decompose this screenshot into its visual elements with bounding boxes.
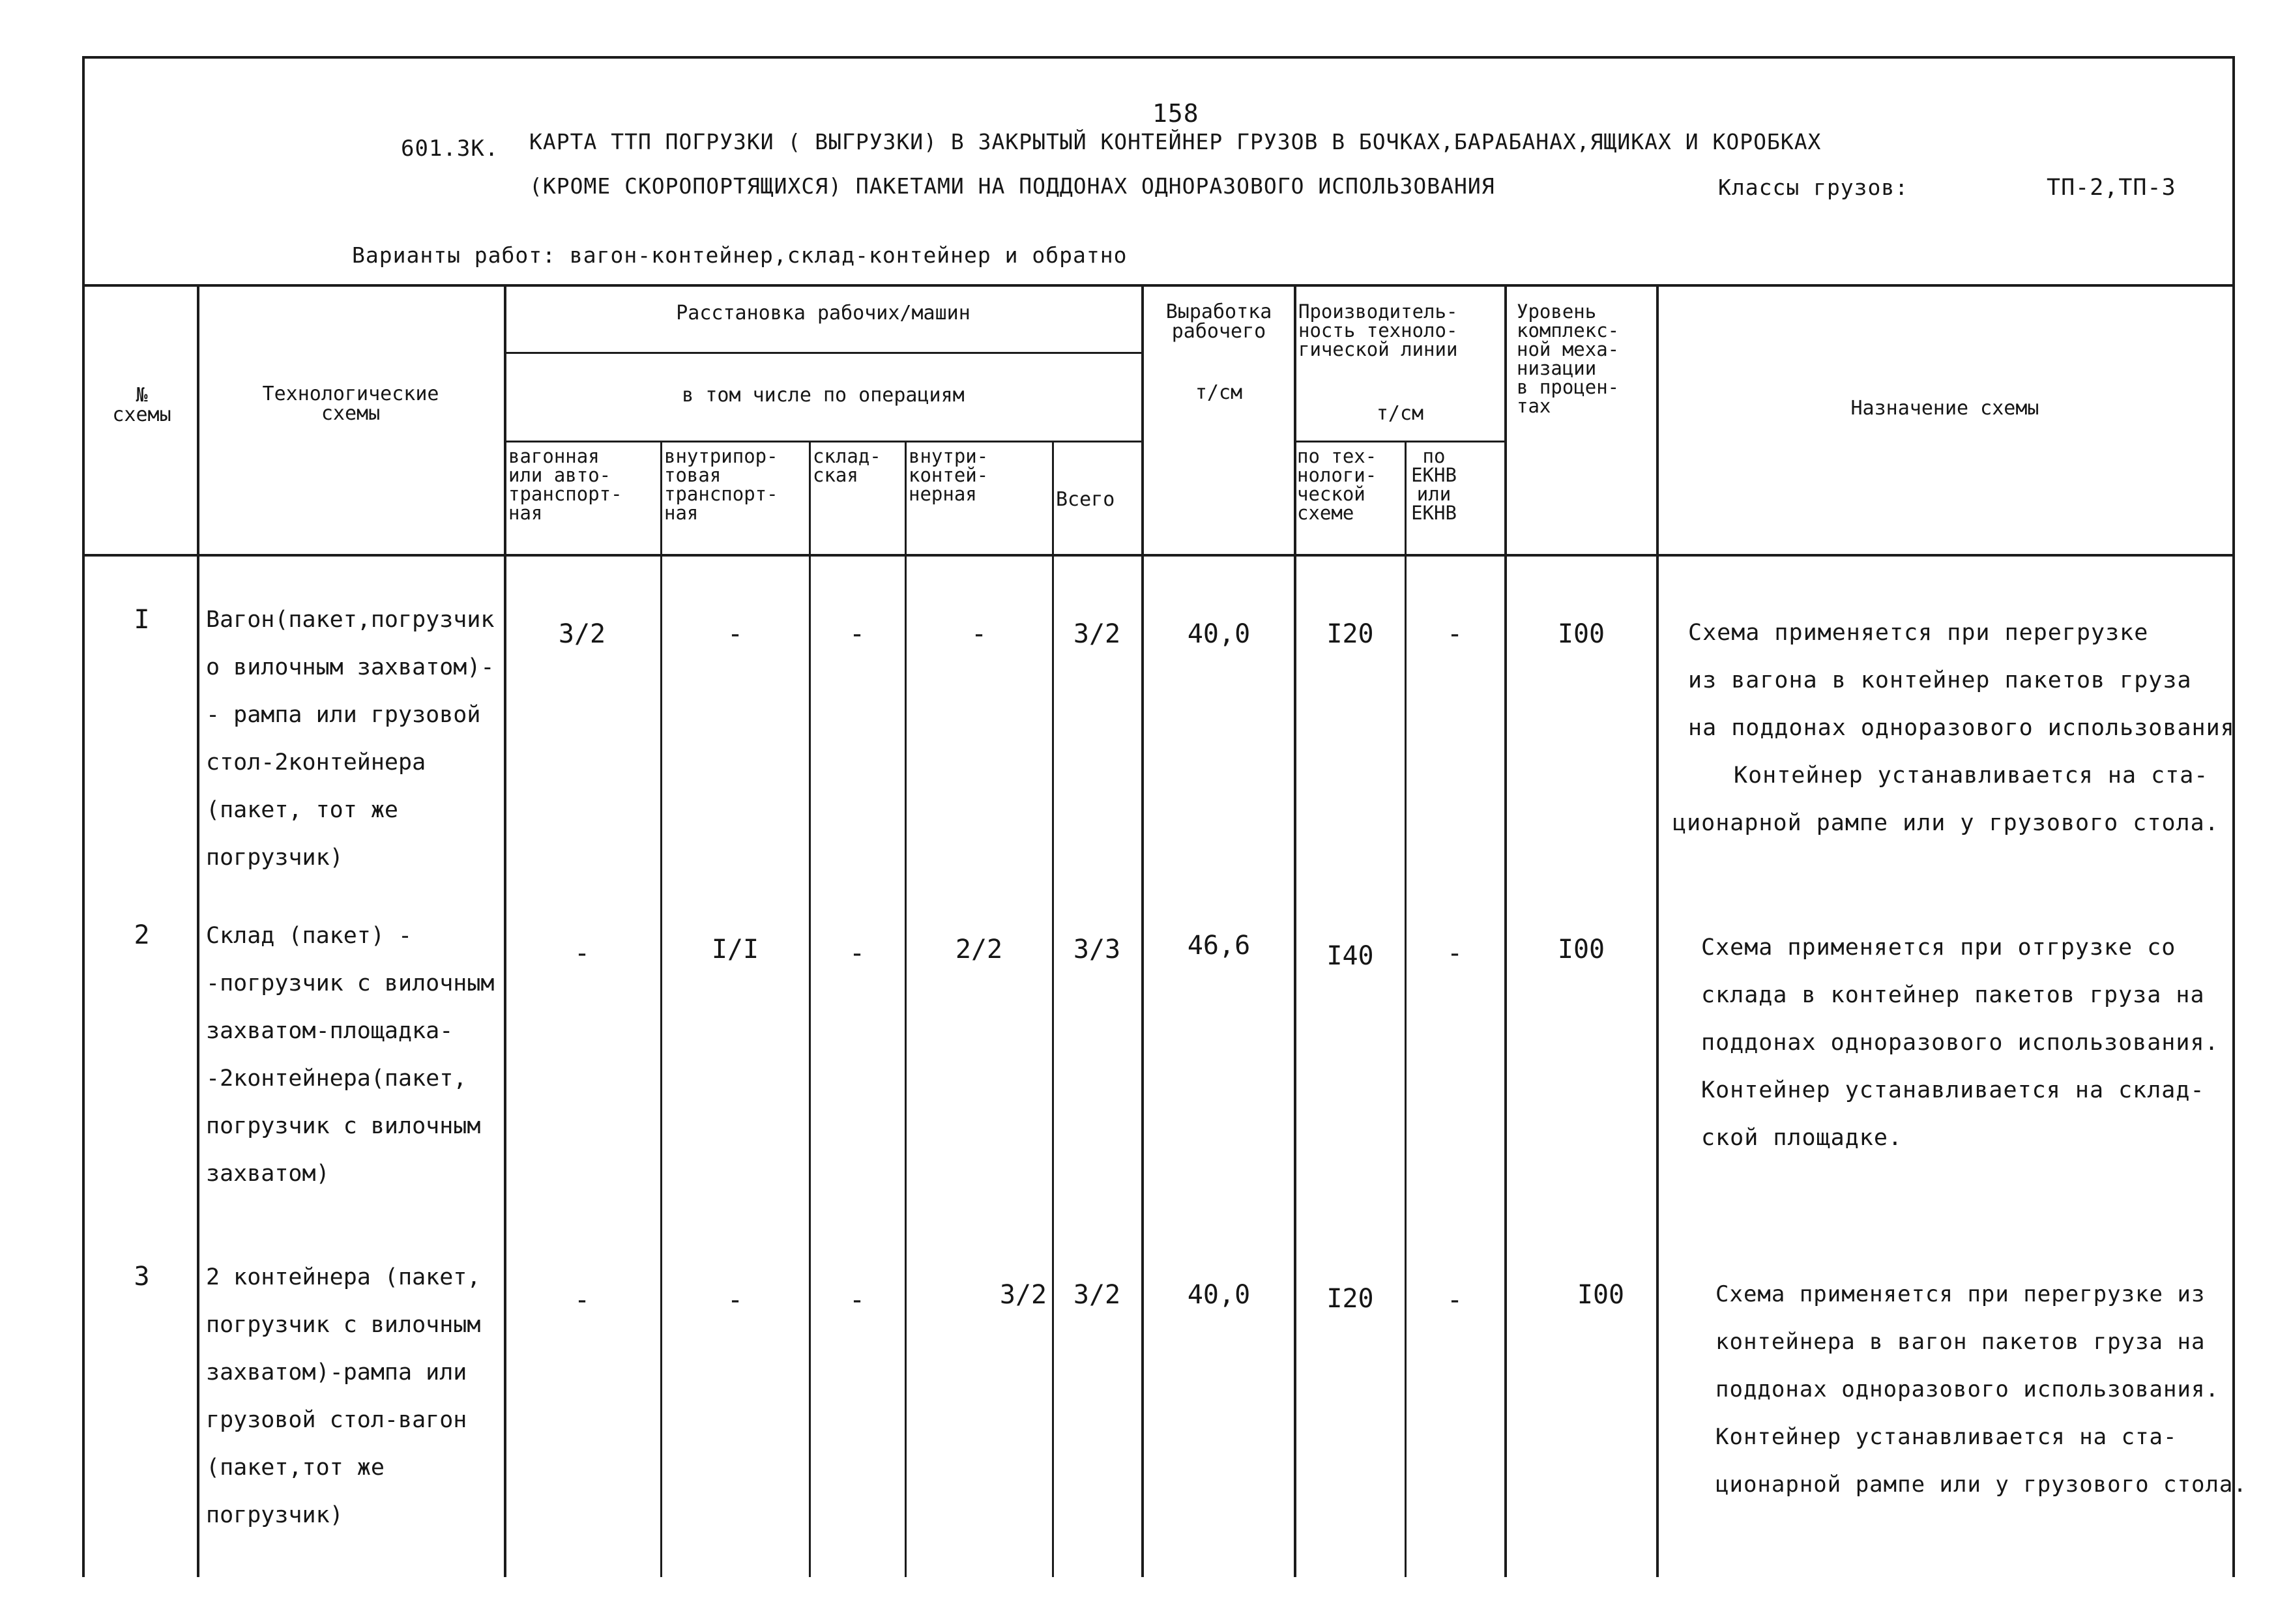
header-tech: Технологические схемы xyxy=(262,383,439,425)
col-line-1 xyxy=(197,284,199,1577)
cell-intracontainer: 3/2 xyxy=(999,1280,1047,1310)
cell-total: 3/3 xyxy=(1073,935,1121,964)
cell-output: 46,6 xyxy=(1187,931,1251,961)
header-placement: Расстановка рабочих/машин xyxy=(676,302,970,325)
cell-total: 3/2 xyxy=(1073,619,1121,649)
cell-mech: I00 xyxy=(1557,619,1605,649)
col-line-12 xyxy=(1504,284,1507,1577)
cell-by-tech: I20 xyxy=(1326,1284,1374,1314)
page-number: 158 xyxy=(1152,99,1199,128)
col-line-11 xyxy=(1405,441,1407,1577)
header-top-line xyxy=(82,284,2235,287)
header-total: Всего xyxy=(1056,488,1115,511)
productivity-subline xyxy=(1294,441,1504,442)
header-output: Выработка рабочего xyxy=(1165,300,1272,343)
cell-mech: I00 xyxy=(1577,1280,1625,1310)
cell-intraport: I/I xyxy=(711,935,759,964)
header-output-unit: т/см xyxy=(1195,381,1243,404)
row-purpose: Схема применяется при перегрузке из контейнера в вагон пакетов груза на поддонах одноразового использования. Контейнер устанавливается на ста- ционарной рампе или у грузового стола. xyxy=(1715,1281,2247,1498)
cell-by-eknv: - xyxy=(1446,1285,1463,1315)
col-line-10 xyxy=(1294,284,1296,1577)
cell-total: 3/2 xyxy=(1073,1280,1121,1310)
row-purpose: Схема применяется при отгрузке со склада в контейнер пакетов груза на поддонах одноразового использования. Контейнер устанавливается на склад- ской площадке. xyxy=(1701,935,2219,1151)
cell-wagon: - xyxy=(574,938,591,968)
cell-wagon: - xyxy=(574,1285,591,1315)
row-scheme: Вагон(пакет,погрузчик о вилочным захватом)- - рампа или грузовой стол-2контейнера (пакет, тот же погрузчик) xyxy=(206,607,495,871)
header-productivity: Производитель- ность техноло- гической линии xyxy=(1298,300,1458,360)
cell-by-eknv: - xyxy=(1446,938,1463,968)
row-scheme: 2 контейнера (пакет, погрузчик с вилочным захватом)-рампа или грузовой стол-вагон (пакет,тот же погрузчик) xyxy=(206,1264,481,1528)
col-line-4 xyxy=(809,441,811,1577)
header-intracontainer: внутри- контей- нерная xyxy=(909,445,989,505)
col-line-3 xyxy=(660,441,662,1577)
cell-warehouse: - xyxy=(849,619,866,649)
cell-by-eknv: - xyxy=(1446,619,1463,649)
document-code: 601.3К. xyxy=(401,136,499,162)
header-bottom-line xyxy=(82,554,2235,557)
header-mech-level: Уровень комплекс- ной меха- низации в процен- тах xyxy=(1517,300,1620,417)
cell-intracontainer: - xyxy=(970,619,987,649)
header-num: № схемы xyxy=(112,384,171,426)
col-line-6 xyxy=(1052,441,1054,1577)
row-purpose: Схема применяется при перегрузке из вагона в контейнер пакетов груза на поддонах одноразового использования Контейнер устанавливается на ста- ционарной рампе или у грузового стола. xyxy=(1672,620,2235,836)
header-purpose: Назначение схемы xyxy=(1850,397,2039,420)
cell-output: 40,0 xyxy=(1187,1280,1251,1310)
header-by-eknv: по ЕКНВ или ЕКНВ xyxy=(1411,445,1457,524)
cell-by-tech: I20 xyxy=(1326,619,1374,649)
operations-subline xyxy=(504,441,1141,442)
header-intraport: внутрипор- товая транспорт- ная xyxy=(664,445,778,524)
header-warehouse: склад- ская xyxy=(813,445,881,486)
cell-intracontainer: 2/2 xyxy=(955,935,1003,964)
row-num: I xyxy=(134,605,150,635)
col-line-5 xyxy=(905,441,907,1577)
header-by-tech: по тех- нологи- ческой схеме xyxy=(1297,445,1377,524)
cell-warehouse: - xyxy=(849,1285,866,1315)
cargo-classes-value: ТП-2,ТП-3 xyxy=(2047,175,2176,201)
cell-by-tech: I40 xyxy=(1326,941,1374,971)
header-wagon: вагонная или авто- транспорт- ная xyxy=(508,445,622,524)
row-num: 3 xyxy=(134,1262,150,1292)
row-scheme: Склад (пакет) - -погрузчик с вилочным захватом-площадка- -2контейнера(пакет, погрузчик с вилочным захватом) xyxy=(206,923,495,1187)
cell-wagon: 3/2 xyxy=(558,619,606,649)
document-title-line2: (КРОМЕ СКОРОПОРТЯЩИХСЯ) ПАКЕТАМИ НА ПОДДОНАХ ОДНОРАЗОВОГО ИСПОЛЬЗОВАНИЯ xyxy=(529,173,1495,199)
header-by-operations: в том числе по операциям xyxy=(682,384,965,407)
cell-mech: I00 xyxy=(1557,935,1605,964)
placement-subline xyxy=(504,352,1141,354)
col-line-13 xyxy=(1656,284,1659,1577)
col-line-9 xyxy=(1141,284,1144,1577)
cargo-classes-label: Классы грузов: xyxy=(1718,175,1909,200)
work-variants: Варианты работ: вагон-контейнер,склад-контейнер и обратно xyxy=(352,242,1128,268)
col-line-2 xyxy=(504,284,506,1577)
document-title-line1: КАРТА ТТП ПОГРУЗКИ ( ВЫГРУЗКИ) В ЗАКРЫТЫЙ КОНТЕЙНЕР ГРУЗОВ В БОЧКАХ,БАРАБАНАХ,ЯЩИКАХ И КОРОБКАХ xyxy=(529,129,1822,154)
cell-intraport: - xyxy=(727,1285,744,1315)
frame-top-line xyxy=(82,56,2235,59)
cell-output: 40,0 xyxy=(1187,619,1251,649)
row-num: 2 xyxy=(134,920,150,950)
cell-warehouse: - xyxy=(849,938,866,968)
header-productivity-unit: т/см xyxy=(1376,402,1424,425)
cell-intraport: - xyxy=(727,619,744,649)
